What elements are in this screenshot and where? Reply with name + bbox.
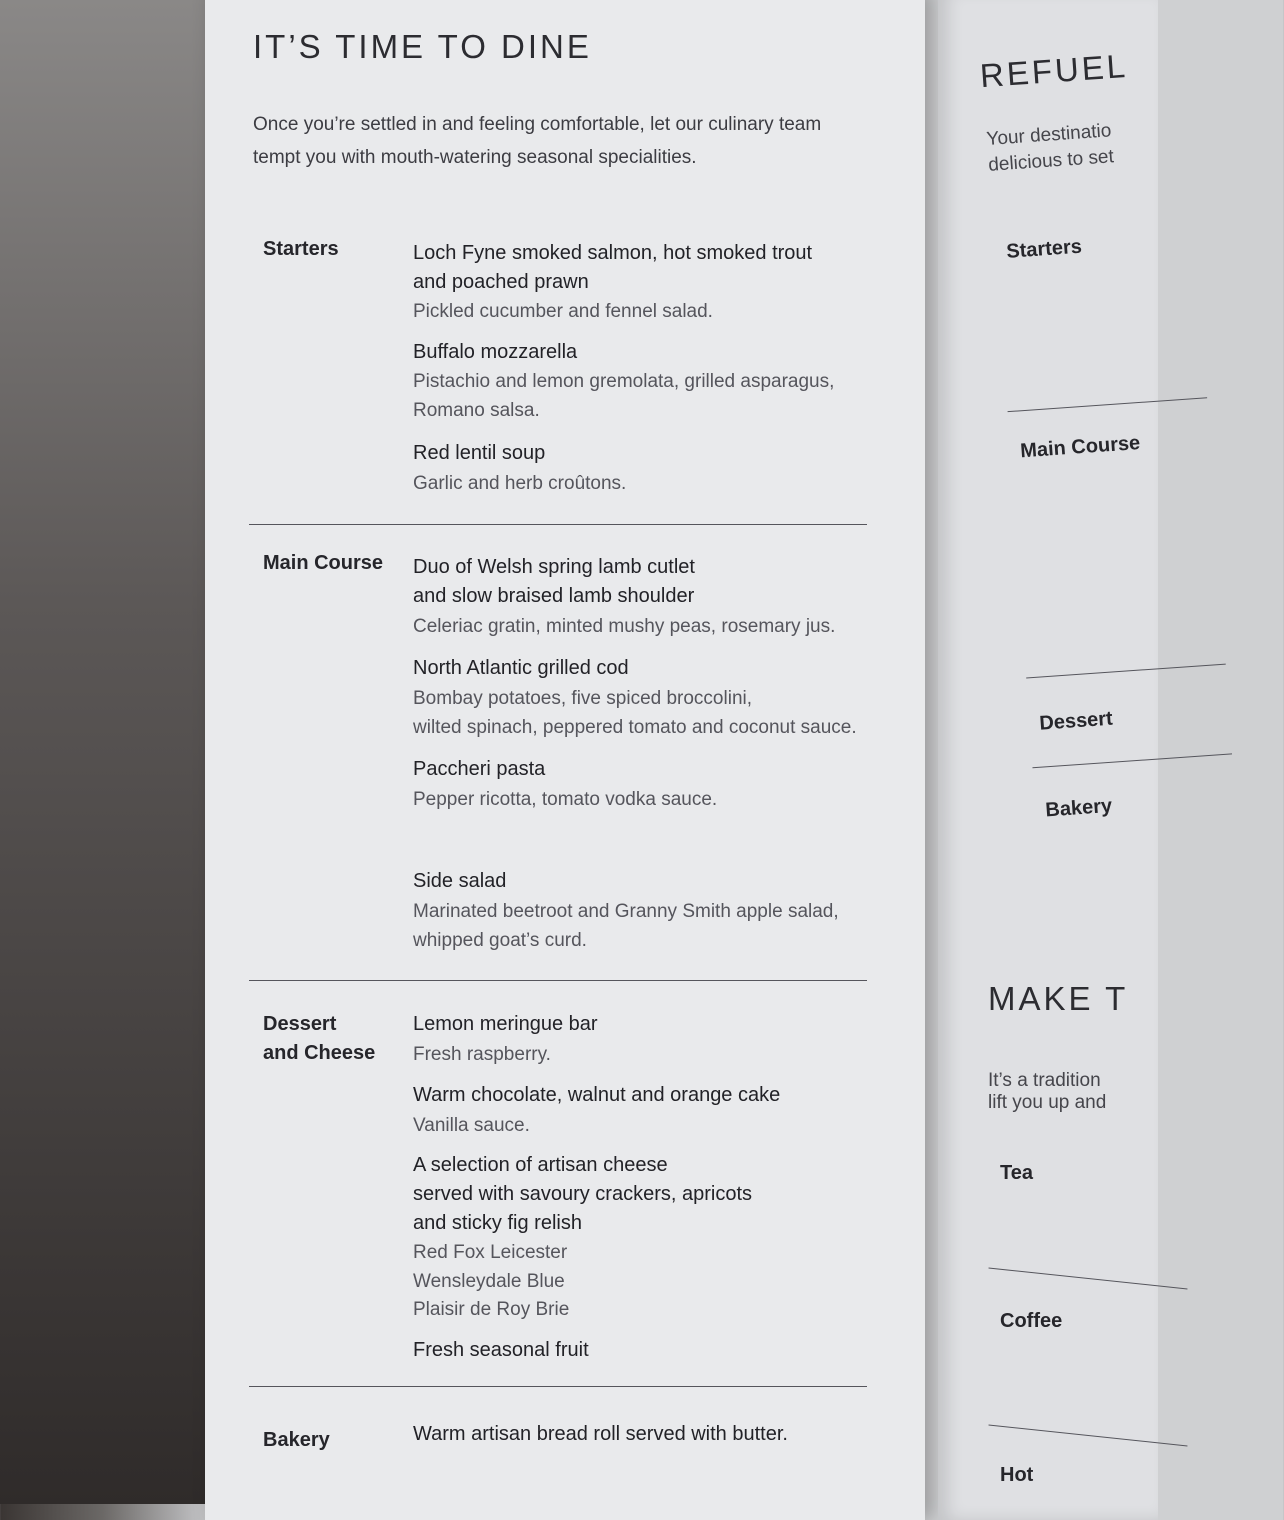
menu-intro: Once you’re settled in and feeling comfortable, let our culinary team tempt you with mouth-watering seasonal specialities. bbox=[253, 114, 822, 168]
menu-item-description: Wensleydale Blue bbox=[413, 1271, 565, 1292]
adjacent-menu-panel bbox=[938, 0, 1158, 1520]
menu-item-description: Bombay potatoes, five spiced broccolini, bbox=[413, 688, 753, 709]
menu-item-description: wilted spinach, peppered tomato and coconut sauce. bbox=[413, 717, 857, 738]
menu-item-title: A selection of artisan cheese bbox=[413, 1154, 668, 1176]
menu-item-title: Paccheri pasta bbox=[413, 758, 546, 780]
section-label-main-course: Main Course bbox=[263, 552, 384, 574]
background-shadow bbox=[0, 0, 210, 1504]
menu-item-description: Pickled cucumber and fennel salad. bbox=[413, 301, 713, 322]
menu-title: IT’S TIME TO DINE bbox=[253, 28, 592, 65]
menu-item-title: Lemon meringue bar bbox=[413, 1013, 598, 1035]
menu-item-title: Warm artisan bread roll served with butter. bbox=[413, 1423, 788, 1445]
panel-intro: Your destinatio bbox=[985, 120, 1112, 150]
section-label-starters: Starters bbox=[263, 238, 339, 260]
panel-label: Coffee bbox=[1000, 1310, 1063, 1332]
section-label-bakery: Bakery bbox=[263, 1429, 330, 1451]
menu-item-title: Loch Fyne smoked salmon, hot smoked trout bbox=[413, 242, 813, 264]
menu-item-title: North Atlantic grilled cod bbox=[413, 657, 629, 679]
menu-item-description: Vanilla sauce. bbox=[413, 1115, 530, 1136]
menu-item-title: and slow braised lamb shoulder bbox=[413, 585, 695, 607]
section-divider bbox=[249, 1386, 867, 1387]
panel-divider bbox=[1008, 397, 1208, 412]
menu-item-description: Red Fox Leicester bbox=[413, 1242, 568, 1263]
section-label-dessert: and Cheese bbox=[263, 1042, 376, 1064]
menu-item-description: Pepper ricotta, tomato vodka sauce. bbox=[413, 789, 718, 810]
menu-item-title: Fresh seasonal fruit bbox=[413, 1339, 589, 1361]
menu-item-description: whipped goat’s curd. bbox=[413, 930, 587, 951]
panel-divider bbox=[1026, 664, 1226, 679]
menu-item-description: Romano salsa. bbox=[413, 400, 540, 421]
menu-item-title: Duo of Welsh spring lamb cutlet bbox=[413, 556, 695, 578]
menu-item-description: Fresh raspberry. bbox=[413, 1044, 551, 1065]
panel-label: Starters bbox=[1005, 235, 1083, 263]
menu-item-description: Plaisir de Roy Brie bbox=[413, 1299, 570, 1320]
panel-intro: It’s a tradition bbox=[988, 1070, 1101, 1091]
panel-divider bbox=[1032, 753, 1232, 768]
menu-item-title: Red lentil soup bbox=[413, 442, 546, 464]
menu-item-description: Garlic and herb croûtons. bbox=[413, 473, 627, 494]
menu-item-title: Warm chocolate, walnut and orange cake bbox=[413, 1084, 781, 1106]
dining-menu-card bbox=[205, 0, 925, 1520]
panel-label: Dessert bbox=[1038, 707, 1114, 735]
menu-item-title: Side salad bbox=[413, 870, 507, 892]
panel-heading: REFUEL bbox=[978, 46, 1130, 95]
section-divider bbox=[249, 524, 867, 525]
menu-item-title: Buffalo mozzarella bbox=[413, 341, 578, 363]
panel-label: Hot bbox=[1000, 1464, 1034, 1486]
panel-intro: delicious to set bbox=[987, 146, 1115, 176]
panel-heading: MAKE T bbox=[988, 980, 1129, 1017]
panel-label: Tea bbox=[1000, 1162, 1033, 1184]
menu-item-description: Celeriac gratin, minted mushy peas, rosemary jus. bbox=[413, 616, 836, 637]
menu-item-description: Pistachio and lemon gremolata, grilled asparagus, bbox=[413, 371, 835, 392]
menu-item-title: and poached prawn bbox=[413, 271, 589, 293]
section-divider bbox=[249, 980, 867, 981]
section-label-dessert: Dessert bbox=[263, 1013, 337, 1035]
panel-intro: lift you up and bbox=[988, 1092, 1107, 1113]
panel-label: Main Course bbox=[1019, 432, 1141, 463]
panel-label: Bakery bbox=[1044, 794, 1113, 822]
menu-item-title: served with savoury crackers, apricots bbox=[413, 1183, 753, 1205]
menu-item-description: Marinated beetroot and Granny Smith apple salad, bbox=[413, 901, 839, 922]
menu-item-title: and sticky fig relish bbox=[413, 1212, 582, 1234]
